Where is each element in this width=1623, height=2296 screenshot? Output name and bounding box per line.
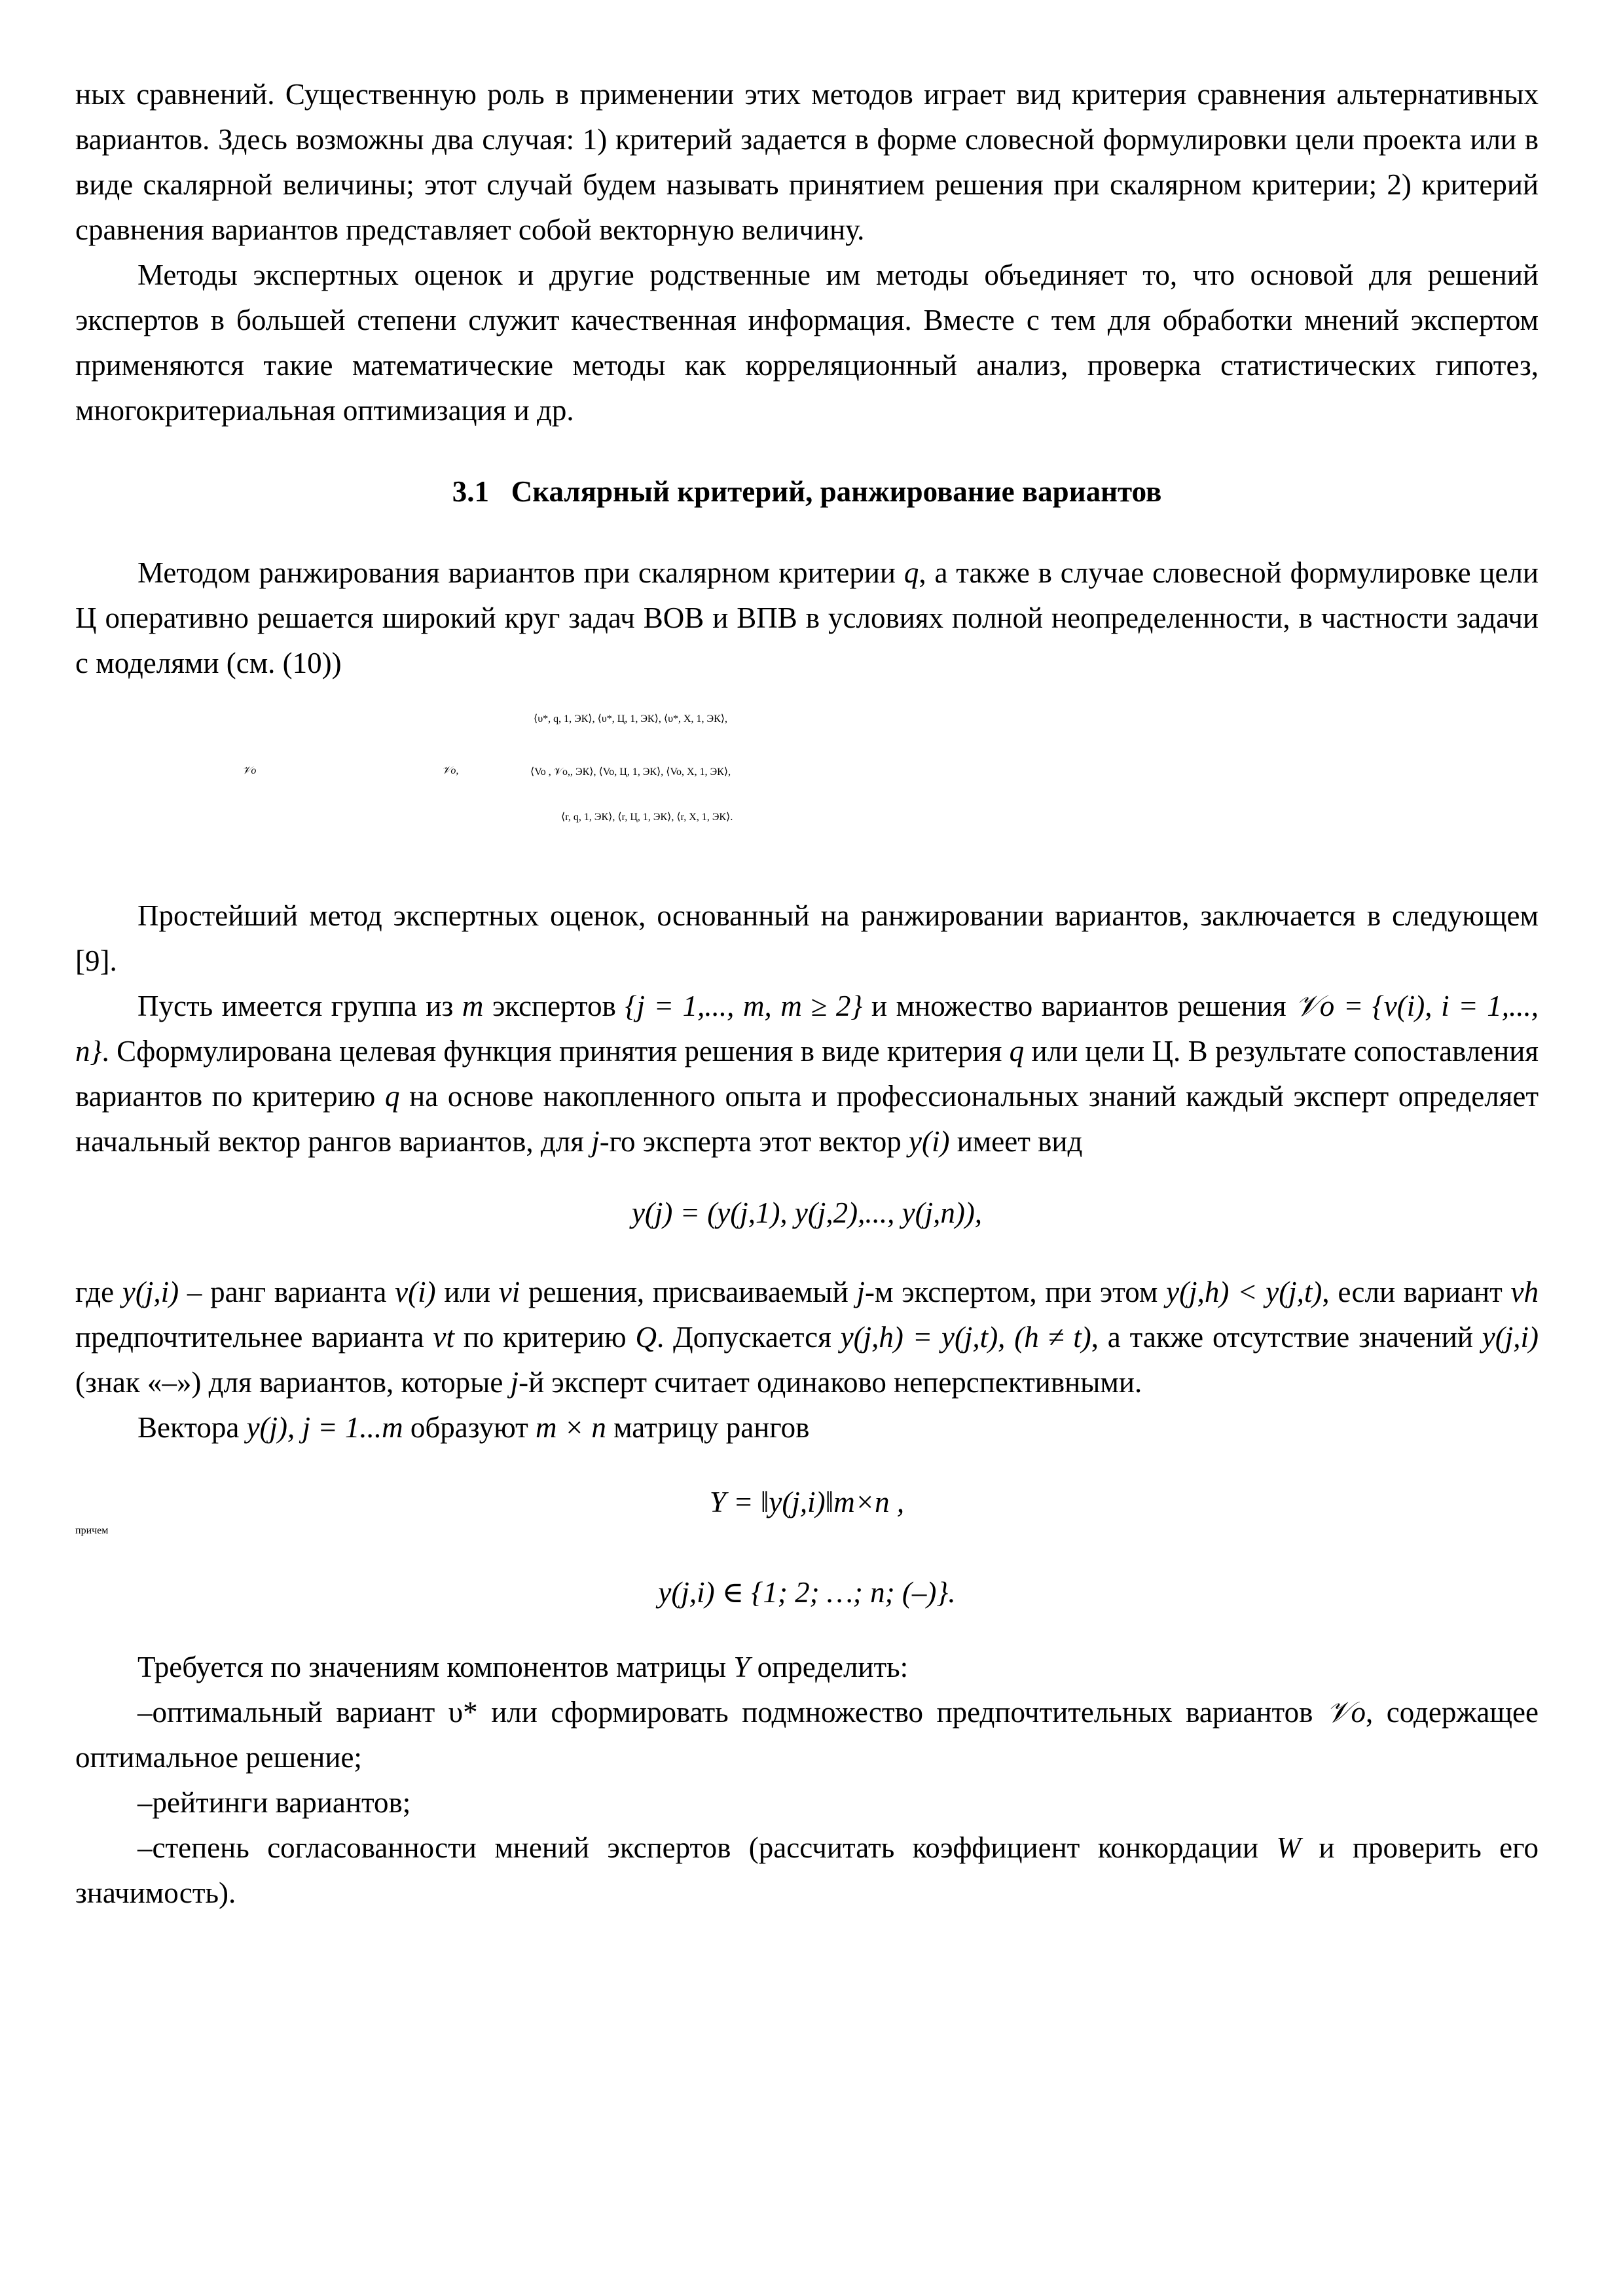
section-paragraph-1: Методом ранжирования вариантов при скалярном критерии q, а также в случае словесной формулировке цели Ц оперативно решается широкий круг задач ВОВ и ВПВ в условиях полной неопределенности, в частности задачи с моделями (см. (10)) <box>75 556 1539 679</box>
rank-definition-paragraph: где y(j,i) – ранг варианта v(i) или vi решения, присваиваемый j-м экспертом, при этом y(j,h) < y(j,t), если вариант vh предпочтительнее варианта vt по критерию Q. Допускается y(j,h) = y(j,t), (h ≠ t), а также отсутствие значений y(j,i) (знак «–») для вариантов, которые j-й эксперт считает одинаково неперспективными. <box>75 1276 1539 1399</box>
requirement-item-3: –степень согласованности мнений экспертов (рассчитать коэффициент конкордации W и проверить его значимость). <box>75 1831 1539 1909</box>
models-line-2: 𝒱o 𝒱o, ⟨Vo , 𝒱o,, ЭК⟩, ⟨Vo, Ц, 1, ЭК⟩, ⟨Vo, X, 1, ЭК⟩, <box>242 765 731 778</box>
requirement-item-1: –оптимальный вариант υ* или сформировать подмножество предпочтительных вариантов 𝒱o, содержащее оптимальное решение; <box>75 1696 1539 1774</box>
requirement-intro: Требуется по значениям компонентов матрицы Y определить: <box>137 1651 909 1683</box>
intro-paragraph-2: Методы экспертных оценок и другие родственные им методы объединяет то, что основой для решений экспертов в большей степени служит качественная информация. Вместе с тем для обработки мнений экспертом применяются такие математические методы как корреляционный анализ, проверка статистических гипотез, многокритериальная оптимизация и др. <box>75 259 1539 427</box>
models-label-v2: 𝒱o, <box>442 765 459 776</box>
equation-matrix: Y = ‖y(j,i)‖m×n , <box>709 1486 905 1518</box>
models-line-1: ⟨υ*, q, 1, ЭК⟩, ⟨υ*, Ц, 1, ЭК⟩, ⟨υ*, X, 1, ЭК⟩, <box>534 713 728 725</box>
section-title: Скалярный критерий, ранжирование вариантов <box>511 475 1162 508</box>
experts-paragraph: Пусть имеется группа из m экспертов {j = 1,..., m, m ≥ 2} и множество вариантов решения 𝒱o = {v(i), i = 1,..., n}. Сформулирована целевая функция принятия решения в виде критерия q или цели Ц. В результате сопоставления вариантов по критерию q на основе накопленного опыта и профессиональных знаний каждый эксперт определяет начальный вектор рангов вариантов, для j-го эксперта этот вектор y(i) имеет вид <box>75 990 1539 1158</box>
section-heading <box>75 469 1539 514</box>
equation-set: y(j,i) ∈ {1; 2; …; n; (–)}. <box>658 1576 956 1609</box>
models-label-v1: 𝒱o <box>242 765 257 776</box>
prichem-line <box>75 1525 1539 1570</box>
prichem-label: причем <box>75 1525 109 1536</box>
matrix-paragraph: Вектора y(j), j = 1...m образуют m × n матрицу рангов <box>137 1411 810 1444</box>
intro-paragraph-1: ных сравнений. Существенную роль в применении этих методов играет вид критерия сравнения альтернативных вариантов. Здесь возможны два случая: 1) критерий задается в форме словесной формулировки цели проекта или в виде скалярной величины; этот случай будем называть принятием решения при скалярном критерии; 2) критерий сравнения вариантов представляет собой векторную величину. <box>75 78 1539 246</box>
equation-rank-vector: y(j) = (y(j,1), y(j,2),..., y(j,n)), <box>631 1196 983 1229</box>
requirement-item-2: –рейтинги вариантов; <box>137 1786 411 1819</box>
method-paragraph: Простейший метод экспертных оценок, основанный на ранжировании вариантов, заключается в следующем [9]. <box>75 899 1539 977</box>
document-page <box>75 72 1539 1916</box>
models-line-3: ⟨r, q, 1, ЭК⟩, ⟨r, Ц, 1, ЭК⟩, ⟨r, X, 1, ЭК⟩. <box>561 812 733 823</box>
section-number: 3.1 <box>452 475 489 508</box>
